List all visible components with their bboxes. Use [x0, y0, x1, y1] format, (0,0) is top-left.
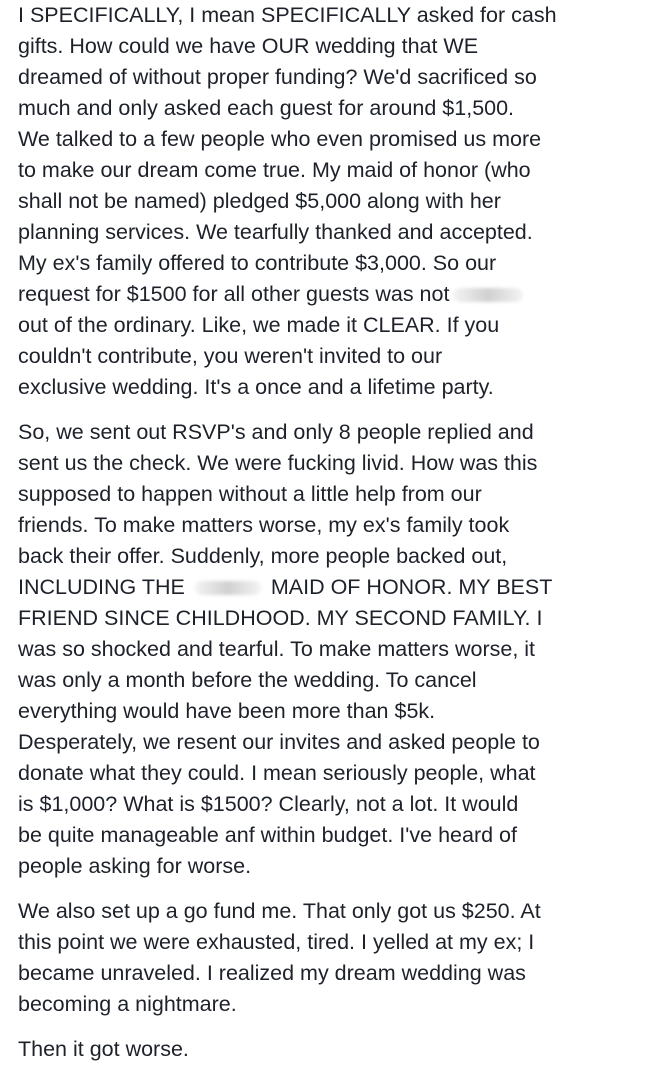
text-line: people asking for worse.: [18, 854, 252, 878]
text-line: We also set up a go fund me. That only got us $250. At: [18, 899, 541, 923]
text-line: out of the ordinary. Like, we made it CLEAR. If you: [18, 313, 500, 337]
text-segment: INCLUDING THE: [18, 575, 185, 599]
redaction-blur: [195, 581, 261, 595]
text-line: supposed to happen without a little help from our: [18, 482, 482, 506]
text-line: everything would have been more than $5k.: [18, 699, 436, 723]
text-line-with-redaction: [18, 279, 638, 310]
text-line: gifts. How could we have OUR wedding that WE: [18, 34, 479, 58]
text-line: to make our dream come true. My maid of honor (who: [18, 158, 531, 182]
text-line: much and only asked each guest for around $1,500.: [18, 96, 515, 120]
paragraph-1: [18, 0, 638, 403]
text-line: Desperately, we resent our invites and asked people to: [18, 730, 540, 754]
paragraph-2: [18, 417, 638, 882]
text-line: this point we were exhausted, tired. I yelled at my ex; I: [18, 930, 535, 954]
text-segment: request for $1500 for all other guests was not: [18, 282, 450, 306]
text-line: is $1,000? What is $1500? Clearly, not a lot. It would: [18, 792, 519, 816]
paragraph-4: [18, 1034, 638, 1065]
text-line: I SPECIFICALLY, I mean SPECIFICALLY asked for cash: [18, 3, 557, 27]
text-line: back their offer. Suddenly, more people backed out,: [18, 544, 508, 568]
text-line: We talked to a few people who even promised us more: [18, 127, 542, 151]
text-line: My ex's family offered to contribute $3,000. So our: [18, 251, 497, 275]
text-line: So, we sent out RSVP's and only 8 people replied and: [18, 420, 534, 444]
text-line: becoming a nightmare.: [18, 992, 237, 1016]
text-line: be quite manageable anf within budget. I've heard of: [18, 823, 517, 847]
text-line: was only a month before the wedding. To cancel: [18, 668, 477, 692]
text-segment: MAID OF HONOR. MY BEST: [270, 575, 553, 599]
text-line: couldn't contribute, you weren't invited to our: [18, 344, 443, 368]
text-line: dreamed of without proper funding? We'd sacrificed so: [18, 65, 537, 89]
post-body: [18, 0, 638, 1079]
text-line: became unraveled. I realized my dream wedding was: [18, 961, 526, 985]
text-line: FRIEND SINCE CHILDHOOD. MY SECOND FAMILY. I: [18, 606, 543, 630]
text-line: was so shocked and tearful. To make matters worse, it: [18, 637, 536, 661]
text-line: planning services. We tearfully thanked and accepted.: [18, 220, 533, 244]
text-line: donate what they could. I mean seriously people, what: [18, 761, 536, 785]
text-line: shall not be named) pledged $5,000 along with her: [18, 189, 501, 213]
text-line: Then it got worse.: [18, 1037, 189, 1061]
text-line: sent us the check. We were fucking livid. How was this: [18, 451, 538, 475]
text-line: friends. To make matters worse, my ex's family took: [18, 513, 510, 537]
text-line-with-redaction: [18, 572, 638, 603]
text-line: exclusive wedding. It's a once and a lifetime party.: [18, 375, 494, 399]
paragraph-3: [18, 896, 638, 1020]
redaction-blur: [453, 288, 523, 302]
